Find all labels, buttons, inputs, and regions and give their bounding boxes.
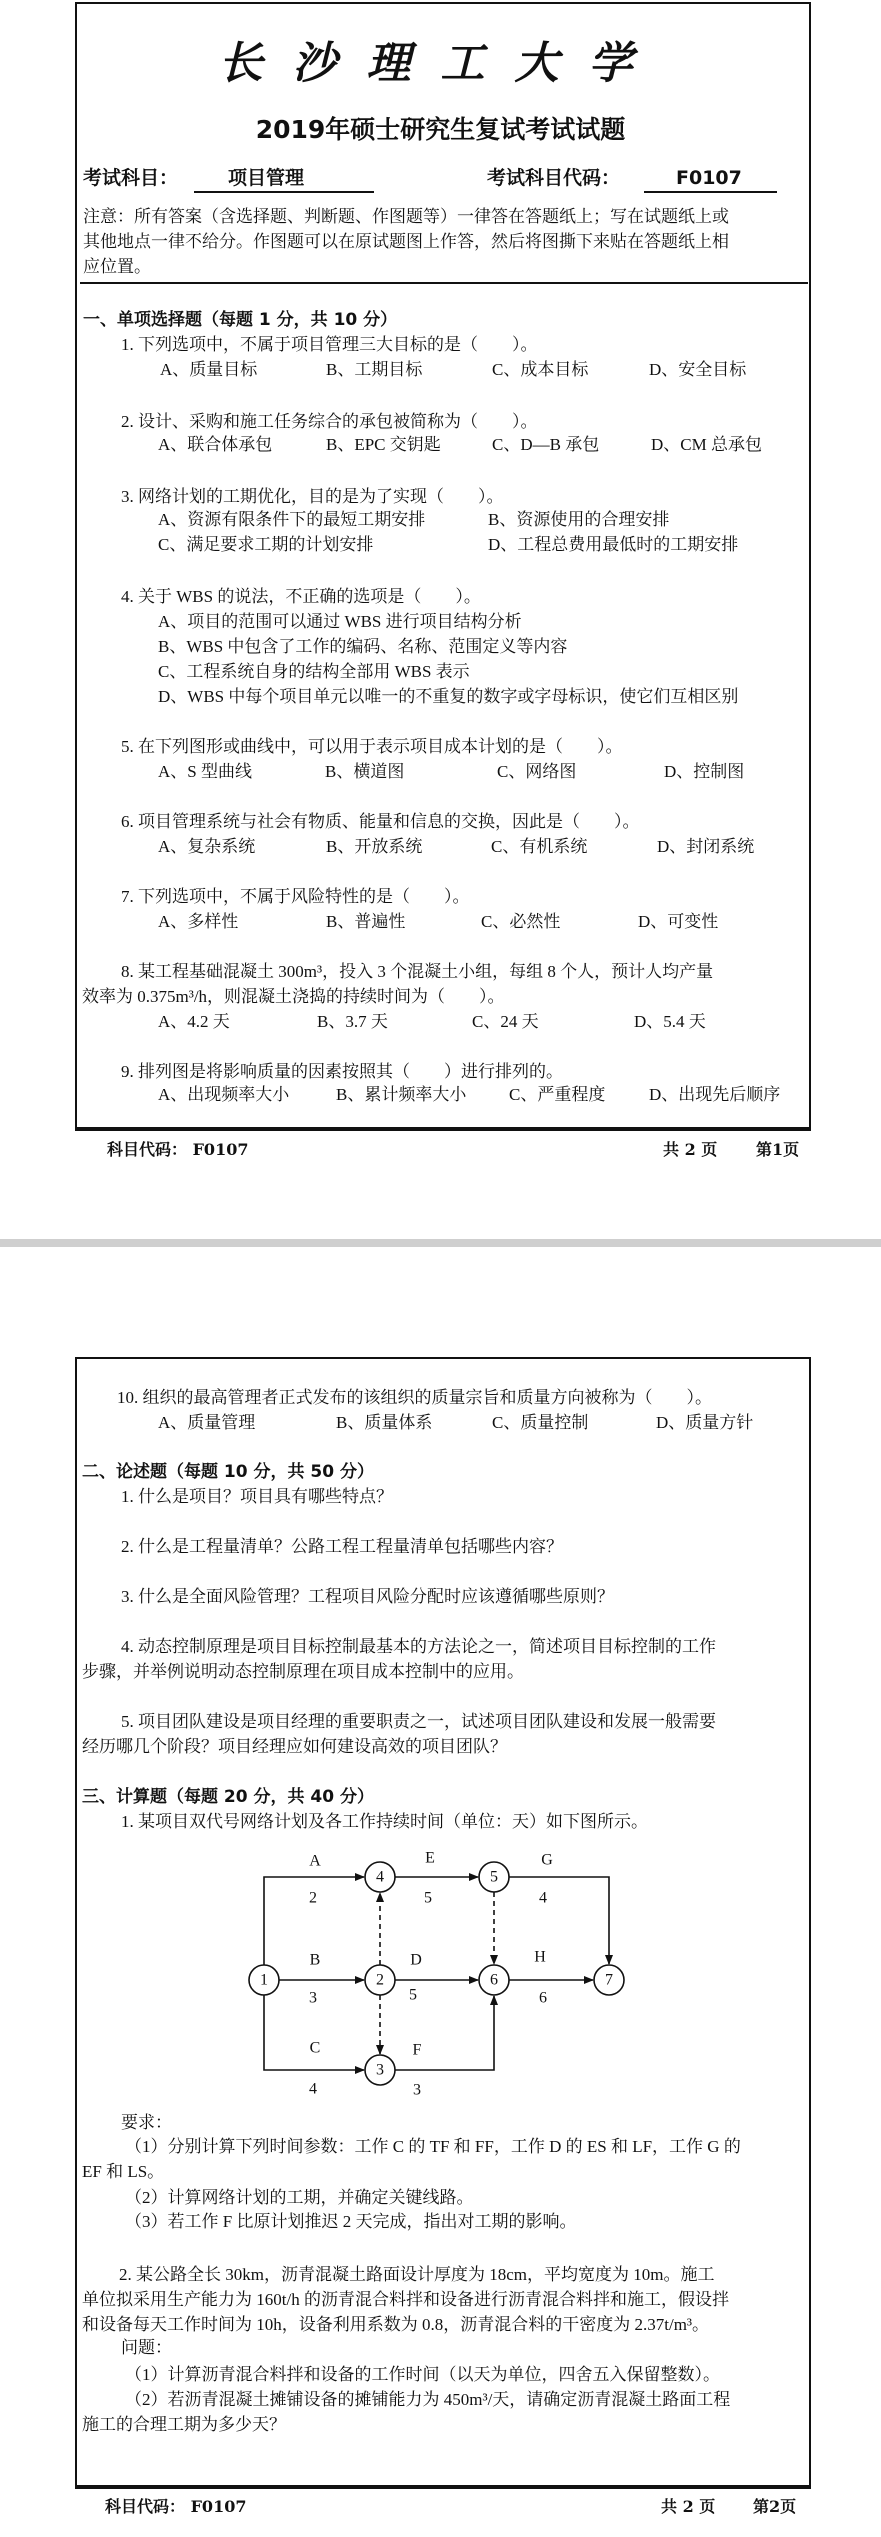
section-3-title: 三、计算题（每题 20 分，共 40 分） [82,1787,374,1807]
activity-name: G [541,1851,553,1869]
exam-title: 2019年硕士研究生复试考试试题 [255,115,626,144]
calc-question-2-line: 2. 某公路全长 30km，沥青混凝土路面设计厚度为 18cm，平均宽度为 10m。施工 [119,2265,715,2284]
question-stem: 4. 关于 WBS 的说法，不正确的选项是（ ）。 [121,587,481,606]
activity-name: B [309,1951,321,1969]
footer-page-number: 第2页 [753,2497,797,2516]
requirement-item: （2）计算网络计划的工期，并确定关键线路。 [125,2188,474,2207]
activity-G-arrow [509,1877,609,1964]
node-label: 2 [376,1971,384,1989]
calc-question-2-line: 和设备每天工作时间为 10h，设备利用系数为 0.8，沥青混合料的干密度为 2.37t/m³。 [82,2315,710,2334]
option: D、控制图 [664,762,745,781]
subject-label: 考试科目： [83,167,179,189]
activity-duration: 2 [309,1889,317,1907]
option: C、工程系统自身的结构全部用 WBS 表示 [158,662,470,681]
activity-duration: 5 [409,1986,417,2004]
question-stem: 9. 排列图是将影响质量的因素按照其（ ）进行排列的。 [121,1062,563,1081]
option: B、工期目标 [326,360,423,379]
notice-line: 应位置。 [83,257,151,277]
node-label: 7 [605,1971,613,1989]
calc-question-2-line: 单位拟采用生产能力为 160t/h 的沥青混合料拌和设备进行沥青混合料拌和施工，假设拌 [82,2290,729,2309]
question-stem: 8. 某工程基础混凝土 300m³，投入 3 个混凝土小组，每组 8 个人，预计人均产量 [121,962,714,981]
question-stem: 6. 项目管理系统与社会有物质、能量和信息的交换，因此是（ ）。 [121,812,640,831]
question-stem: 3. 网络计划的工期优化，目的是为了实现（ ）。 [121,487,504,506]
option: D、5.4 天 [634,1012,706,1031]
option: D、WBS 中每个项目单元以唯一的不重复的数字或字母标识，使它们互相区别 [158,687,739,706]
activity-duration: 5 [424,1889,432,1907]
option: C、严重程度 [509,1085,606,1104]
option: A、4.2 天 [158,1012,230,1031]
option: D、封闭系统 [657,837,755,856]
essay-question-continued: 步骤，并举例说明动态控制原理在项目成本控制中的应用。 [82,1662,524,1681]
option: D、质量方针 [656,1413,754,1432]
question-stem: 1. 下列选项中，不属于项目管理三大目标的是（ ）。 [121,335,538,354]
option: B、普遍性 [326,912,406,931]
activity-duration: 6 [539,1989,547,2007]
university-name: 长沙理工大学 [218,39,663,88]
activity-name: F [412,2041,422,2059]
option: A、项目的范围可以通过 WBS 进行项目结构分析 [158,612,522,631]
option: C、24 天 [472,1012,539,1031]
node-label: 6 [490,1971,498,1989]
option: B、累计频率大小 [336,1085,467,1104]
question-item: （2）若沥青混凝土摊铺设备的摊铺能力为 450m³/天，请确定沥青混凝土路面工程 [125,2390,731,2409]
node-label: 3 [376,2061,384,2079]
option: A、质量目标 [160,360,258,379]
option: A、S 型曲线 [158,762,252,781]
option: C、D—B 承包 [492,435,600,454]
option: B、横道图 [325,762,405,781]
activity-name: C [309,2039,321,2057]
essay-question-continued: 经历哪几个阶段？项目经理应如何建设高效的项目团队？ [82,1737,507,1756]
question-item-continued: 施工的合理工期为多少天？ [82,2415,286,2434]
essay-question: 3. 什么是全面风险管理？工程项目风险分配时应该遵循哪些原则？ [121,1587,614,1606]
essay-question: 5. 项目团队建设是项目经理的重要职责之一，试述项目团队建设和发展一般需要 [121,1712,716,1731]
questions-label: 问题： [121,2338,172,2357]
requirements-label: 要求： [121,2113,172,2132]
option: C、成本目标 [492,360,589,379]
activity-name: E [425,1849,435,1867]
activity-duration: 3 [309,1989,317,2007]
option: A、联合体承包 [158,435,273,454]
activity-name: H [534,1948,546,1966]
node-label: 1 [260,1971,268,1989]
essay-question: 2. 什么是工程量清单？公路工程工程量清单包括哪些内容？ [121,1537,563,1556]
section-2-title: 二、论述题（每题 10 分，共 50 分） [82,1462,374,1482]
option: A、质量管理 [158,1413,256,1432]
footer-subject-code: 科目代码： F0107 [107,1140,249,1159]
requirement-item: （3）若工作 F 比原计划推迟 2 天完成，指出对工期的影响。 [125,2212,577,2231]
footer-subject-code: 科目代码： F0107 [105,2497,247,2516]
option: D、安全目标 [649,360,747,379]
question-stem: 10. 组织的最高管理者正式发布的该组织的质量宗旨和质量方向被称为（ ）。 [117,1388,712,1407]
question-stem: 7. 下列选项中，不属于风险特性的是（ ）。 [121,887,470,906]
option: D、工程总费用最低时的工期安排 [488,535,739,554]
option: A、资源有限条件下的最短工期安排 [158,510,426,529]
option: B、开放系统 [326,837,423,856]
notice-line: 其他地点一律不给分。作图题可以在原试题图上作答，然后将图撕下来贴在答题纸上相 [83,232,729,252]
option: C、必然性 [481,912,561,931]
option: B、EPC 交钥匙 [326,435,441,454]
activity-duration: 3 [413,2081,421,2099]
activity-duration: 4 [309,2080,317,2098]
option: A、多样性 [158,912,239,931]
option: B、资源使用的合理安排 [488,510,670,529]
option: B、质量体系 [336,1413,433,1432]
activity-F-arrow [395,1996,494,2070]
question-stem: 2. 设计、采购和施工任务综合的承包被简称为（ ）。 [121,412,538,431]
option: A、出现频率大小 [158,1085,290,1104]
footer-total-pages: 共 2 页 [663,1140,718,1159]
requirement-item-continued: EF 和 LS。 [82,2162,165,2181]
option: C、质量控制 [492,1413,589,1432]
option: D、出现先后顺序 [649,1085,781,1104]
question-stem-continued: 效率为 0.375m³/h，则混凝土浇捣的持续时间为（ ）。 [82,987,505,1006]
node-label: 4 [376,1868,384,1886]
essay-question: 4. 动态控制原理是项目目标控制最基本的方法论之一，简述项目目标控制的工作 [121,1637,716,1656]
notice-line: 注意：所有答案（含选择题、判断题、作图题等）一律答在答题纸上；写在试题纸上或 [83,207,729,227]
essay-question: 1. 什么是项目？项目具有哪些特点？ [121,1487,393,1506]
question-item: （1）计算沥青混合料拌和设备的工作时间（以天为单位，四舍五入保留整数）。 [125,2365,720,2384]
option: D、可变性 [638,912,719,931]
calc-question-stem: 1. 某项目双代号网络计划及各工作持续时间（单位：天）如下图所示。 [121,1812,648,1831]
requirement-item: （1）分别计算下列时间参数：工作 C 的 TF 和 FF，工作 D 的 ES 和 LF，工作 G 的 [125,2137,741,2156]
activity-name: A [309,1852,321,1870]
option: C、满足要求工期的计划安排 [158,535,374,554]
option: B、WBS 中包含了工作的编码、名称、范围定义等内容 [158,637,568,656]
subject-value: 项目管理 [228,167,305,189]
footer-total-pages: 共 2 页 [661,2497,716,2516]
option: C、网络图 [497,762,577,781]
footer-page-number: 第1页 [756,1140,800,1159]
code-label: 考试科目代码： [487,167,621,189]
option: A、复杂系统 [158,837,256,856]
code-value: F0107 [676,167,742,189]
activity-name: D [410,1951,422,1969]
activity-duration: 4 [539,1889,547,1907]
node-label: 5 [490,1868,498,1886]
option: B、3.7 天 [317,1012,388,1031]
option: D、CM 总承包 [651,435,762,454]
option: C、有机系统 [491,837,588,856]
section-1-title: 一、单项选择题（每题 1 分，共 10 分） [83,310,398,330]
question-stem: 5. 在下列图形或曲线中，可以用于表示项目成本计划的是（ ）。 [121,737,623,756]
